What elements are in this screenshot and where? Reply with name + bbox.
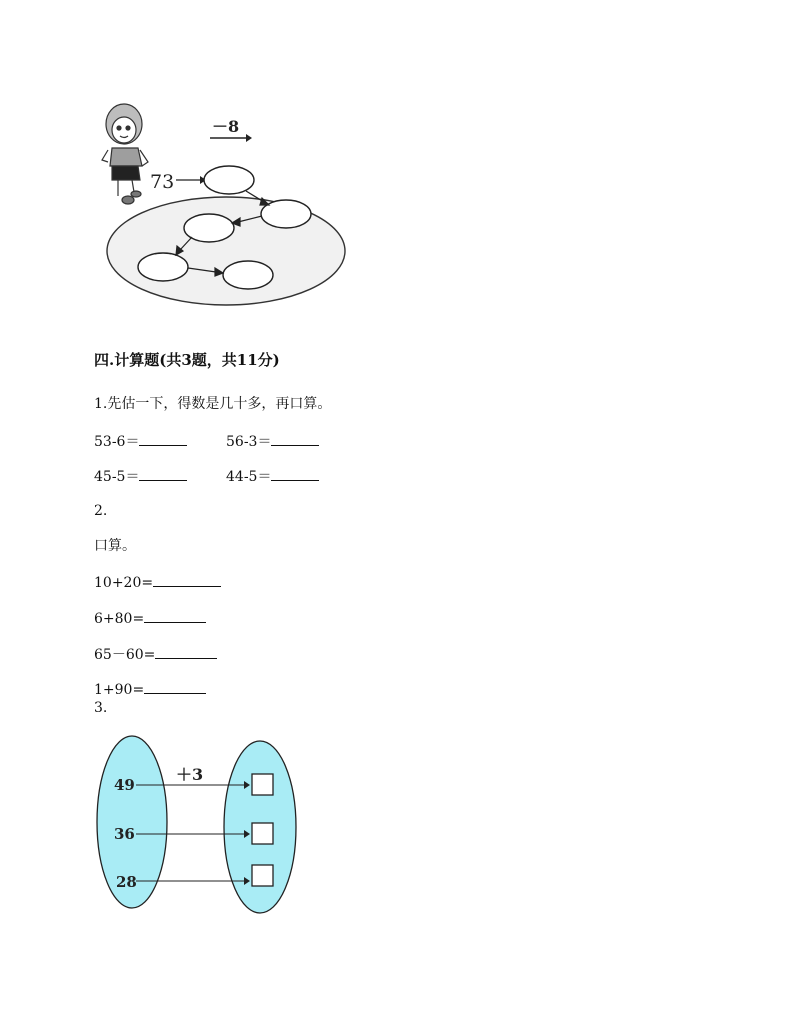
girl-illustration <box>102 104 148 204</box>
input-number-3: 28 <box>116 873 137 891</box>
operator-label: －8 <box>212 117 240 136</box>
question-2-number: 2. <box>94 503 108 519</box>
question-2-label: 口算。 <box>94 538 136 554</box>
input-number-1: 49 <box>114 776 135 794</box>
q2-item-4-blank[interactable] <box>144 679 206 694</box>
q2-item-4 <box>94 679 206 699</box>
start-number: 73 <box>150 171 175 193</box>
answer-box-1[interactable] <box>252 774 273 795</box>
operator-label: ＋3 <box>176 765 204 784</box>
q1-item-1 <box>94 431 187 451</box>
q2-item-2 <box>94 608 206 628</box>
q2-item-1 <box>94 572 221 592</box>
q1-item-2 <box>226 431 319 451</box>
q2-item-1-blank[interactable] <box>153 572 221 587</box>
q2-item-1-text: 10+20= <box>94 575 154 591</box>
answer-oval-1[interactable] <box>204 166 254 194</box>
answer-oval-5[interactable] <box>223 261 273 289</box>
q2-item-2-blank[interactable] <box>144 608 206 623</box>
section-title: 四.计算题(共3题，共11分) <box>94 351 280 369</box>
q2-item-3-blank[interactable] <box>155 644 217 659</box>
q1-item-1-text: 53-6＝ <box>94 434 140 450</box>
mapping-diagram <box>94 730 304 920</box>
answer-box-2[interactable] <box>252 823 273 844</box>
question-1-label: 1.先估一下，得数是几十多，再口算。 <box>94 396 332 412</box>
q2-item-2-text: 6+80= <box>94 611 145 627</box>
q1-item-3-text: 45-5＝ <box>94 469 140 485</box>
q1-item-4-text: 44-5＝ <box>226 469 272 485</box>
question-3-number: 3. <box>94 700 108 716</box>
top-figure <box>96 96 356 312</box>
q1-item-2-text: 56-3＝ <box>226 434 272 450</box>
q1-item-3-blank[interactable] <box>139 466 187 481</box>
q1-item-2-blank[interactable] <box>271 431 319 446</box>
q1-item-3 <box>94 466 187 486</box>
q2-item-3 <box>94 644 217 664</box>
input-number-2: 36 <box>114 825 135 843</box>
q1-item-1-blank[interactable] <box>139 431 187 446</box>
q2-item-3-text: 65－60= <box>94 647 156 663</box>
answer-box-3[interactable] <box>252 865 273 886</box>
q2-item-4-text: 1+90= <box>94 682 145 698</box>
q1-item-4-blank[interactable] <box>271 466 319 481</box>
answer-oval-4[interactable] <box>138 253 188 281</box>
q1-item-4 <box>226 466 319 486</box>
